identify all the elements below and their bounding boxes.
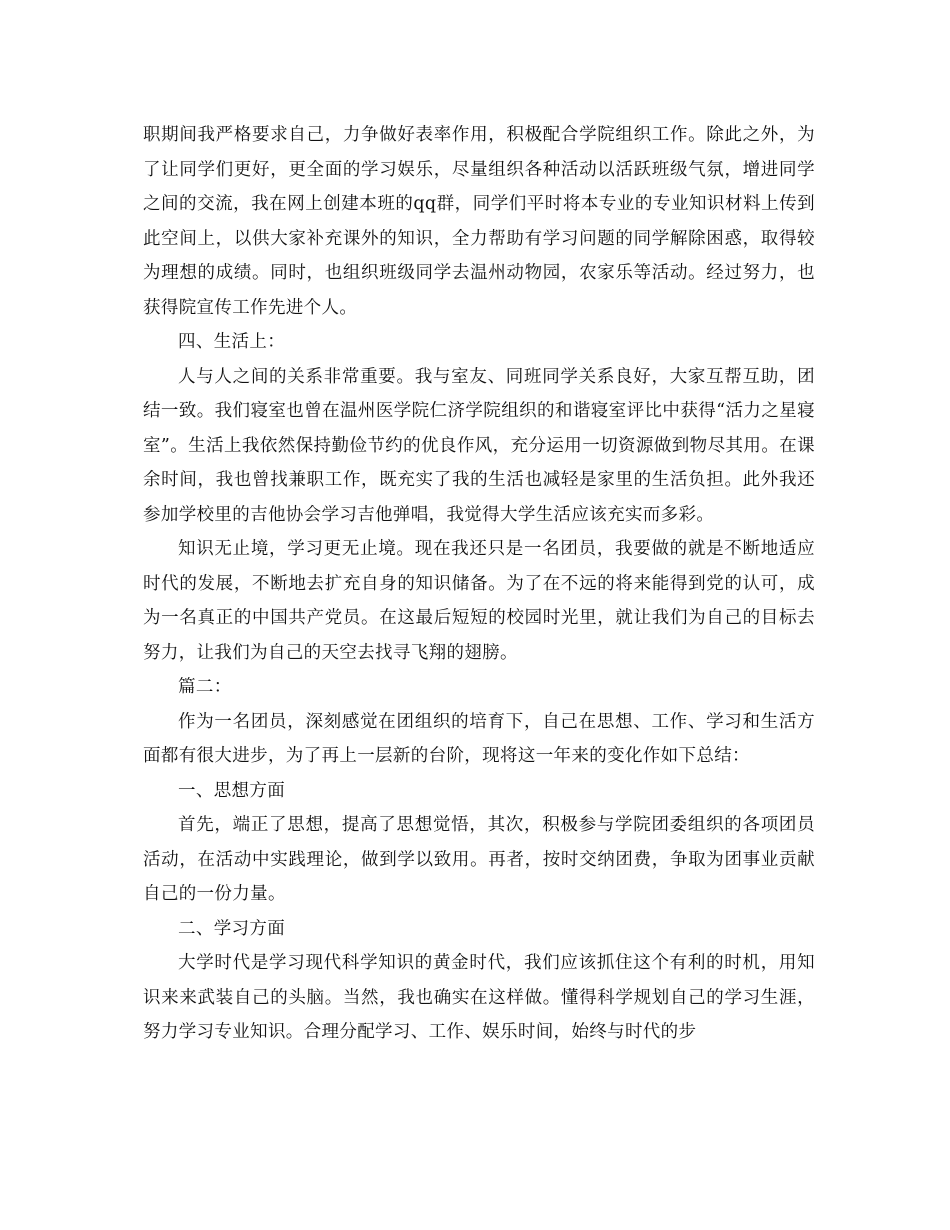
section-heading-life: 四、生活上： xyxy=(178,332,286,352)
continuation-paragraph: 职期间我严格要求自己，力争做好表率作用，积极配合学院组织工作。除此之外，为了让同学们更好，更全面的学习娱乐，尽量组织各种活动以活跃班级气氛，增进同学之间的交流，我在网上创建本班的qq群，同学们平时将本专业的专业知识材料上传到此空间上，以供大家补充课外的知识，全力帮助有学习问题的同学解除困惑，取得较为理想的成绩。同时，也组织班级同学去温州动物园，农家乐等活动。经过努力，也获得院宣传工作先进个人。 xyxy=(143,125,815,318)
paragraph-intro: 作为一名团员，深刻感觉在团组织的培育下，自己在思想、工作、学习和生活方面都有很大进步，为了再上一层新的台阶，现将这一年来的变化作如下总结： xyxy=(143,711,815,766)
paragraph-thought: 首先，端正了思想，提高了思想觉悟，其次，积极参与学院团委组织的各项团员活动，在活动中实践理论，做到学以致用。再者，按时交纳团费，争取为团事业贡献自己的一份力量。 xyxy=(143,815,815,904)
document-body xyxy=(143,118,815,1050)
part-two-heading: 篇二： xyxy=(178,677,232,697)
section-heading-study: 二、学习方面 xyxy=(178,918,286,939)
section-heading-thought: 一、思想方面 xyxy=(178,780,286,801)
paragraph-study: 大学时代是学习现代科学知识的黄金时代，我们应该抓住这个有利的时机，用知识来来武装自己的头脑。当然，我也确实在这样做。懂得科学规划自己的学习生涯，努力学习专业知识。合理分配学习、工作、娱乐时间，始终与时代的步 xyxy=(143,953,815,1042)
paragraph-relationships: 人与人之间的关系非常重要。我与室友、同班同学关系良好，大家互帮互助，团结一致。我们寝室也曾在温州医学院仁济学院组织的和谐寝室评比中获得“活力之星寝室”。生活上我依然保持勤俭节约的优良作风，充分运用一切资源做到物尽其用。在课余时间，我也曾找兼职工作，既充实了我的生活也减轻是家里的生活负担。此外我还参加学校里的吉他协会学习吉他弹唱，我觉得大学生活应该充实而多彩。 xyxy=(143,366,815,525)
paragraph-knowledge: 知识无止境，学习更无止境。现在我还只是一名团员，我要做的就是不断地适应时代的发展，不断地去扩充自身的知识储备。为了在不远的将来能得到党的认可，成为一名真正的中国共产党员。在这最后短短的校园时光里，就让我们为自己的目标去努力，让我们为自己的天空去找寻飞翔的翅膀。 xyxy=(143,539,815,663)
